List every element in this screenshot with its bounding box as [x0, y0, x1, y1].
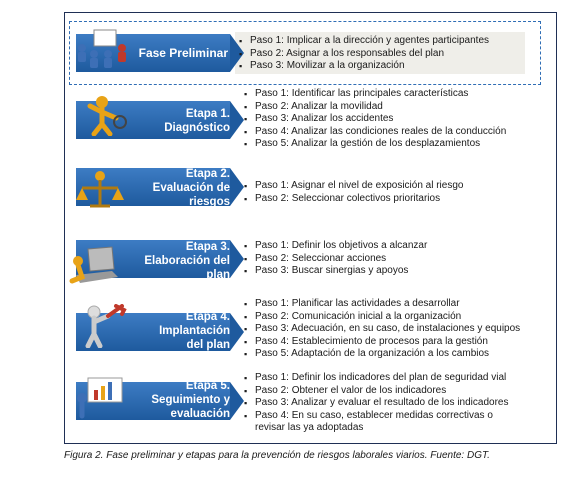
scale-icon [72, 168, 132, 212]
stage-3-step: ▪ Paso 2: Seleccionar acciones [244, 253, 427, 266]
stage-1-step: ▪ Paso 5: Analizar la gestión de los desplazamientos [244, 138, 506, 151]
stage-2-steps [244, 180, 463, 205]
stage-1-step: ▪ Paso 1: Identificar las principales características [244, 88, 506, 101]
stage-5-band-arrow [230, 382, 244, 420]
stage-1-title-line: Etapa 1. [185, 108, 230, 120]
meeting-icon [72, 26, 132, 70]
stage-1-title [130, 107, 230, 135]
stage-4-band-arrow [230, 313, 244, 351]
stage-2-step: ▪ Paso 1: Asignar el nivel de exposición al riesgo [244, 180, 463, 193]
prelim-title: Fase Preliminar [138, 46, 228, 60]
stage-2-step: ▪ Paso 2: Seleccionar colectivos prioritarios [244, 193, 463, 206]
prelim-step: ▪ Paso 2: Asignar a los responsables del plan [239, 48, 489, 61]
stage-4-steps [244, 298, 520, 361]
stage-5-title-line: Etapa 5. [185, 380, 230, 392]
stage-3-steps [244, 240, 427, 278]
stage-3-band-arrow [230, 240, 244, 278]
stage-5-step: ▪ Paso 2: Obtener el valor de los indicadores [244, 385, 508, 398]
stage-4-step: ▪ Paso 5: Adaptación de la organización a los cambios [244, 348, 520, 361]
stage-1-band-arrow [230, 101, 244, 139]
stage-4-title-line: Etapa 4. [185, 311, 230, 323]
stage-1-step: ▪ Paso 2: Analizar la movilidad [244, 101, 506, 114]
stage-3-step: ▪ Paso 1: Definir los objetivos a alcanzar [244, 240, 427, 253]
wrench-person-icon [72, 304, 132, 348]
stage-2-title-line: Etapa 2. [185, 168, 230, 180]
figure-caption: Figura 2. Fase preliminar y etapas para la prevención de riesgos laborales viarios. Fuente: DGT. [64, 450, 490, 461]
stage-2-title-line: Evaluación de [152, 182, 230, 194]
stage-3-title-line: Etapa 3. [185, 241, 230, 253]
stage-4-step: ▪ Paso 2: Comunicación inicial a la organización [244, 311, 520, 324]
stage-5-step: ▪ Paso 1: Definir los indicadores del plan de seguridad vial [244, 372, 508, 385]
stage-1-steps [244, 88, 506, 151]
presentation-chart-icon [72, 376, 132, 420]
laptop-person-icon [66, 243, 126, 287]
stage-2-title-line: riesgos [189, 196, 230, 208]
prelim-step: ▪ Paso 1: Implicar a la dirección y agentes participantes [239, 35, 489, 48]
stage-4-title [120, 310, 230, 352]
stage-3-title-line: Elaboración del [144, 255, 230, 267]
prelim-step: ▪ Paso 3: Movilizar a la organización [239, 60, 489, 73]
person-magnifier-icon [72, 92, 132, 136]
stage-3-step: ▪ Paso 3: Buscar sinergias y apoyos [244, 265, 427, 278]
stage-1-title-line: Diagnóstico [164, 122, 230, 134]
stage-4-step: ▪ Paso 1: Planificar las actividades a desarrollar [244, 298, 520, 311]
stage-5-steps [244, 372, 508, 435]
stage-2-title [120, 167, 230, 209]
stage-1-step: ▪ Paso 4: Analizar las condiciones reales de la conducción [244, 126, 506, 139]
stage-5-title-line: Seguimiento y [151, 394, 230, 406]
prelim-steps [239, 35, 489, 73]
stage-5-title-line: evaluación [170, 408, 230, 420]
stage-1-step: ▪ Paso 3: Analizar los accidentes [244, 113, 506, 126]
stage-4-step: ▪ Paso 4: Establecimiento de procesos para la gestión [244, 336, 520, 349]
stage-4-title-line: del plan [186, 339, 230, 351]
stage-4-step: ▪ Paso 3: Adecuación, en su caso, de instalaciones y equipos [244, 323, 520, 336]
stage-2-band-arrow [230, 168, 244, 206]
stage-3-title [120, 240, 230, 282]
stage-5-title [120, 379, 230, 421]
stage-3-title-line: plan [206, 269, 230, 281]
stage-5-step: ▪ Paso 4: En su caso, establecer medidas correctivas o [244, 410, 508, 423]
stage-5-step-continuation: revisar las ya adoptadas [255, 422, 364, 433]
stage-4-title-line: Implantación [159, 325, 230, 337]
stage-5-step: ▪ Paso 3: Analizar y evaluar el resultado de los indicadores [244, 397, 508, 410]
